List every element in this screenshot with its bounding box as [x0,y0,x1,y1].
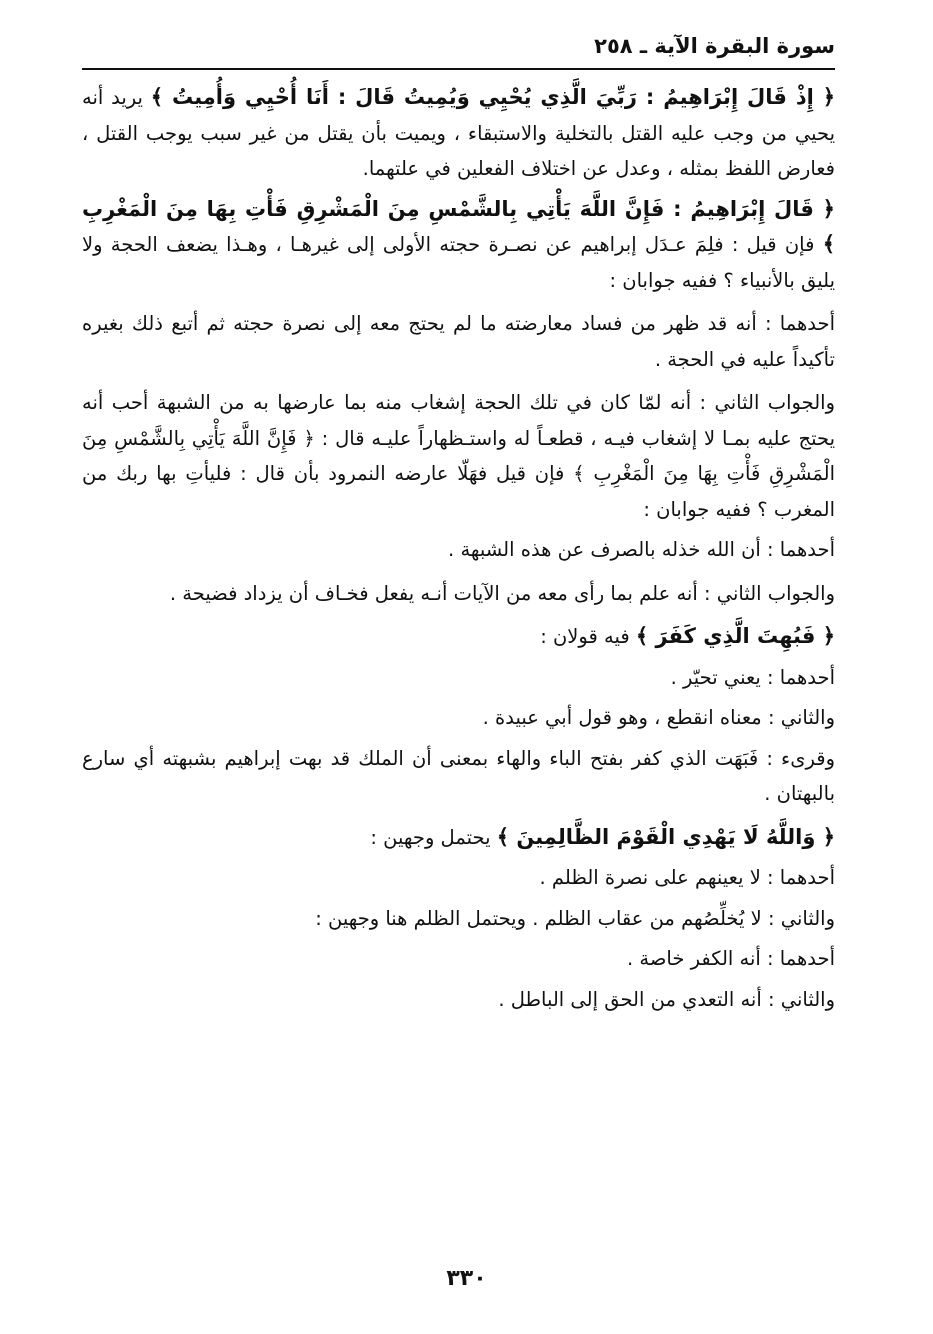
paragraph-text: يحتمل وجهين : [370,825,497,849]
paragraph-text: والجواب الثاني : أنه علم بما رأى معه من الآيات أنـه يفعل فخـاف أن يزداد فضيحة . [169,581,835,605]
paragraph-text: أحدهما : أنه قد ظهر من فساد معارضته ما لم يحتج معه إلى نصرة حجته ثم أتبع ذلك بغيره تأكيداً عليه في الحجة . [82,312,835,371]
paragraph [82,741,835,812]
paragraph [82,532,835,568]
paragraph [82,820,835,856]
page-number: ٣٣٠ [446,1266,487,1291]
paragraph-text: والجواب الثاني : أنه لمّا كان في تلك الحجة إشغاب منه بما عارضها به من الشبهة أحب أنه يحتج عليه بمـا لا إشغاب فيـه ، قطعـاً له واستـظهاراً عليـه قال : ﴿ فَإِنَّ اللَّهَ يَأْتِي بِالشَّمْسِ مِنَ الْمَشْرِقِ فَأْتِ بِهَا مِنَ الْمَغْرِبِ ﴾ فإن قيل فهَلّا عارضه النمرود بأن قال : فليأتِ بها ربك من المغرب ؟ ففيه جوابان : [82,391,835,521]
paragraph-text: فإن قيل : فلِمَ عـدَل إبراهيم عن نصـرة حجته الأولى إلى غيرهـا ، وهـذا يضعف الحجة ولا يليق بالأنبياء ؟ ففيه جوابان : [82,233,835,292]
quran-verse: ﴿ وَاللَّهُ لَا يَهْدِي الْقَوْمَ الظَّالِمِينَ ﴾ [496,824,835,849]
quran-verse: ﴿ قَالَ إِبْرَاهِيمُ : فَإِنَّ اللَّهَ يَأْتِي بِالشَّمْسِ مِنَ الْمَشْرِقِ فَأْتِ بِهَا مِنَ الْمَغْرِبِ ﴾ [82,196,835,256]
paragraph-text: أحدهما : لا يعينهم على نصرة الظلم . [539,866,835,889]
paragraph-text: يريد أنه يحيي من وجب عليه القتل بالتخلية والاستبقاء ، ويميت بأن يقتل من غير سبب يوجب القتل ، فعارض اللفظ بمثله ، وعدل عن اختلاف الفعلين في علتهما. [82,86,835,180]
paragraph [82,576,835,612]
running-header [82,28,835,70]
paragraph [82,860,835,896]
paragraph [82,660,835,696]
paragraph-text: والثاني : معناه انقطع ، وهو قول أبي عبيدة . [482,706,835,729]
quran-verse: ﴿ إِذْ قَالَ إِبْرَاهِيمُ : رَبِّيَ الَّذِي يُحْيِي وَيُمِيتُ قَالَ : أَنَا أُحْيِي وَأُمِيتُ ﴾ [150,85,835,109]
paragraph-text: أحدهما : أنه الكفر خاصة . [626,947,835,970]
header-title: سورة البقرة الآية ـ ٢٥٨ [594,34,835,58]
page-body [82,80,835,1022]
paragraph [82,941,835,977]
paragraph-text: أحدهما : يعني تحيّر . [670,665,835,689]
paragraph [82,982,835,1018]
paragraph [82,901,835,937]
paragraph [82,192,835,299]
paragraph-text: وقرىء : فَبَهَت الذي كفر بفتح الباء والهاء بمعنى أن الملك قد بهت إبراهيم بشبهته أي سارع بالبهتان . [82,746,835,805]
paragraph [82,306,835,377]
paragraph-text: والثاني : أنه التعدي من الحق إلى الباطل . [498,987,835,1011]
quran-verse: ﴿ فَبُهِتَ الَّذِي كَفَرَ ﴾ [635,624,835,648]
paragraph-text: أحدهما : أن الله خذله بالصرف عن هذه الشبهة . [448,538,835,561]
paragraph [82,619,835,655]
paragraph-text: والثاني : لا يُخلِّصُهم من عقاب الظلم . ويحتمل الظلم هنا وجهين : [315,906,835,930]
paragraph [82,700,835,736]
paragraph [82,385,835,527]
paragraph [82,80,835,187]
paragraph-text: فيه قولان : [540,625,636,648]
